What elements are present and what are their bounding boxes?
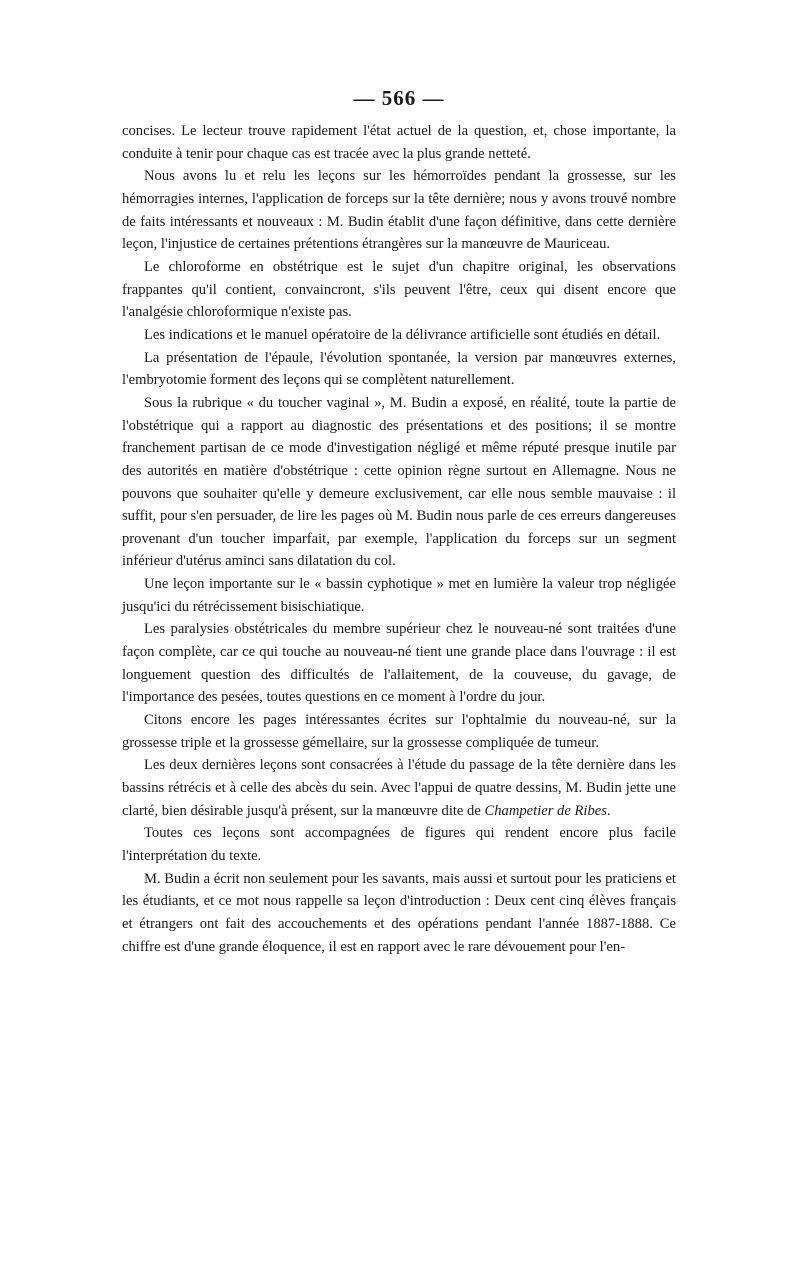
paragraph-6: Sous la rubrique « du toucher vaginal », M. Budin a exposé, en réalité, toute la partie de l'obstétrique qui a rapport au diagnostic des présentations et des positions; il se montre franchement partisan de ce mode d'investigation négligé et même réputé presque inutile par des autorités en matière d'obstétrique : cette opinion règne surtout en Allemagne. Nous ne pouvons que souhaiter qu'elle y demeure exclusivement, car elle nous semble mauvaise : il suffit, pour s'en persuader, de lire les pages où M. Budin nous parle de ces erreurs dangereuses provenant d'un toucher imparfait, par exemple, l'application du forceps sur un segment inférieur d'utérus aminci sans dilatation du col.	[122, 394, 676, 570]
paragraph-8: Les paralysies obstétricales du membre supérieur chez le nouveau-né sont traitées d'une façon complète, car ce qui touche au nouveau-né tient une grande place dans l'ouvrage : il est longuement question des difficultés de l'allaitement, de la couveuse, du gavage, de l'importance des pesées, toutes questions en ce moment à l'ordre du jour.	[122, 621, 676, 706]
paragraph-7: Une leçon importante sur le « bassin cyphotique » met en lumière la valeur trop négligée jusqu'ici du rétrécissement bisischiatique.	[122, 576, 676, 615]
paragraph-10-text: Les deux dernières leçons sont consacrées à l'étude du passage de la tête dernière dans les bassins rétrécis et à celle des abcès du sein. Avec l'appui de quatre dessins, M. Budin jette une clarté, bien désirable jusqu'à présent, sur la manœuvre dite de	[122, 757, 676, 819]
paragraph-10-end: .	[606, 802, 611, 819]
book-page	[122, 86, 676, 958]
paragraph-10	[122, 754, 676, 822]
paragraph-1: concises. Le lecteur trouve rapidement l'état actuel de la question, et, chose importante, la conduite à tenir pour chaque cas est tracée avec la plus grande netteté.	[122, 123, 676, 162]
page-number: — 566 —	[353, 86, 445, 110]
paragraph-12: M. Budin a écrit non seulement pour les savants, mais aussi et surtout pour les praticiens et les étudiants, et ce mot nous rappelle sa leçon d'introduction : Deux cent cinq élèves français et étrangers ont fait des accouchements et des opérations pendant l'année 1887-1888. Ce chiffre est d'une grande éloquence, il est en rapport avec le rare dévouement pour l'en-	[122, 870, 676, 955]
paragraph-2: Nous avons lu et relu les leçons sur les hémorroïdes pendant la grossesse, sur les hémorragies internes, l'application de forceps sur la tête dernière; nous y avons trouvé nombre de faits intéressants et nouveaux : M. Budin établit d'une façon définitive, dans cette dernière leçon, l'injustice de certaines prétentions étrangères sur la manœuvre de Mauriceau.	[122, 168, 676, 253]
paragraph-4: Les indications et le manuel opératoire de la délivrance artificielle sont étudiés en détail.	[144, 326, 661, 343]
paragraph-5: La présentation de l'épaule, l'évolution spontanée, la version par manœuvres externes, l'embryotomie forment des leçons qui se complètent naturellement.	[122, 349, 676, 389]
page-body	[122, 120, 676, 958]
paragraph-11: Toutes ces leçons sont accompagnées de figures qui rendent encore plus facile l'interprétation du texte.	[122, 825, 676, 864]
paragraph-9: Citons encore les pages intéressantes écrites sur l'ophtalmie du nouveau-né, sur la grossesse triple et la grossesse gémellaire, sur la grossesse compliquée de tumeur.	[122, 712, 676, 751]
italic-term: Champetier de Ribes	[484, 802, 607, 819]
paragraph-3: Le chloroforme en obstétrique est le sujet d'un chapitre original, les observations frappantes qu'il contient, convaincront, s'ils peuvent l'être, ceux qui disent encore que l'analgésie chloroformique n'existe pas.	[122, 258, 676, 321]
